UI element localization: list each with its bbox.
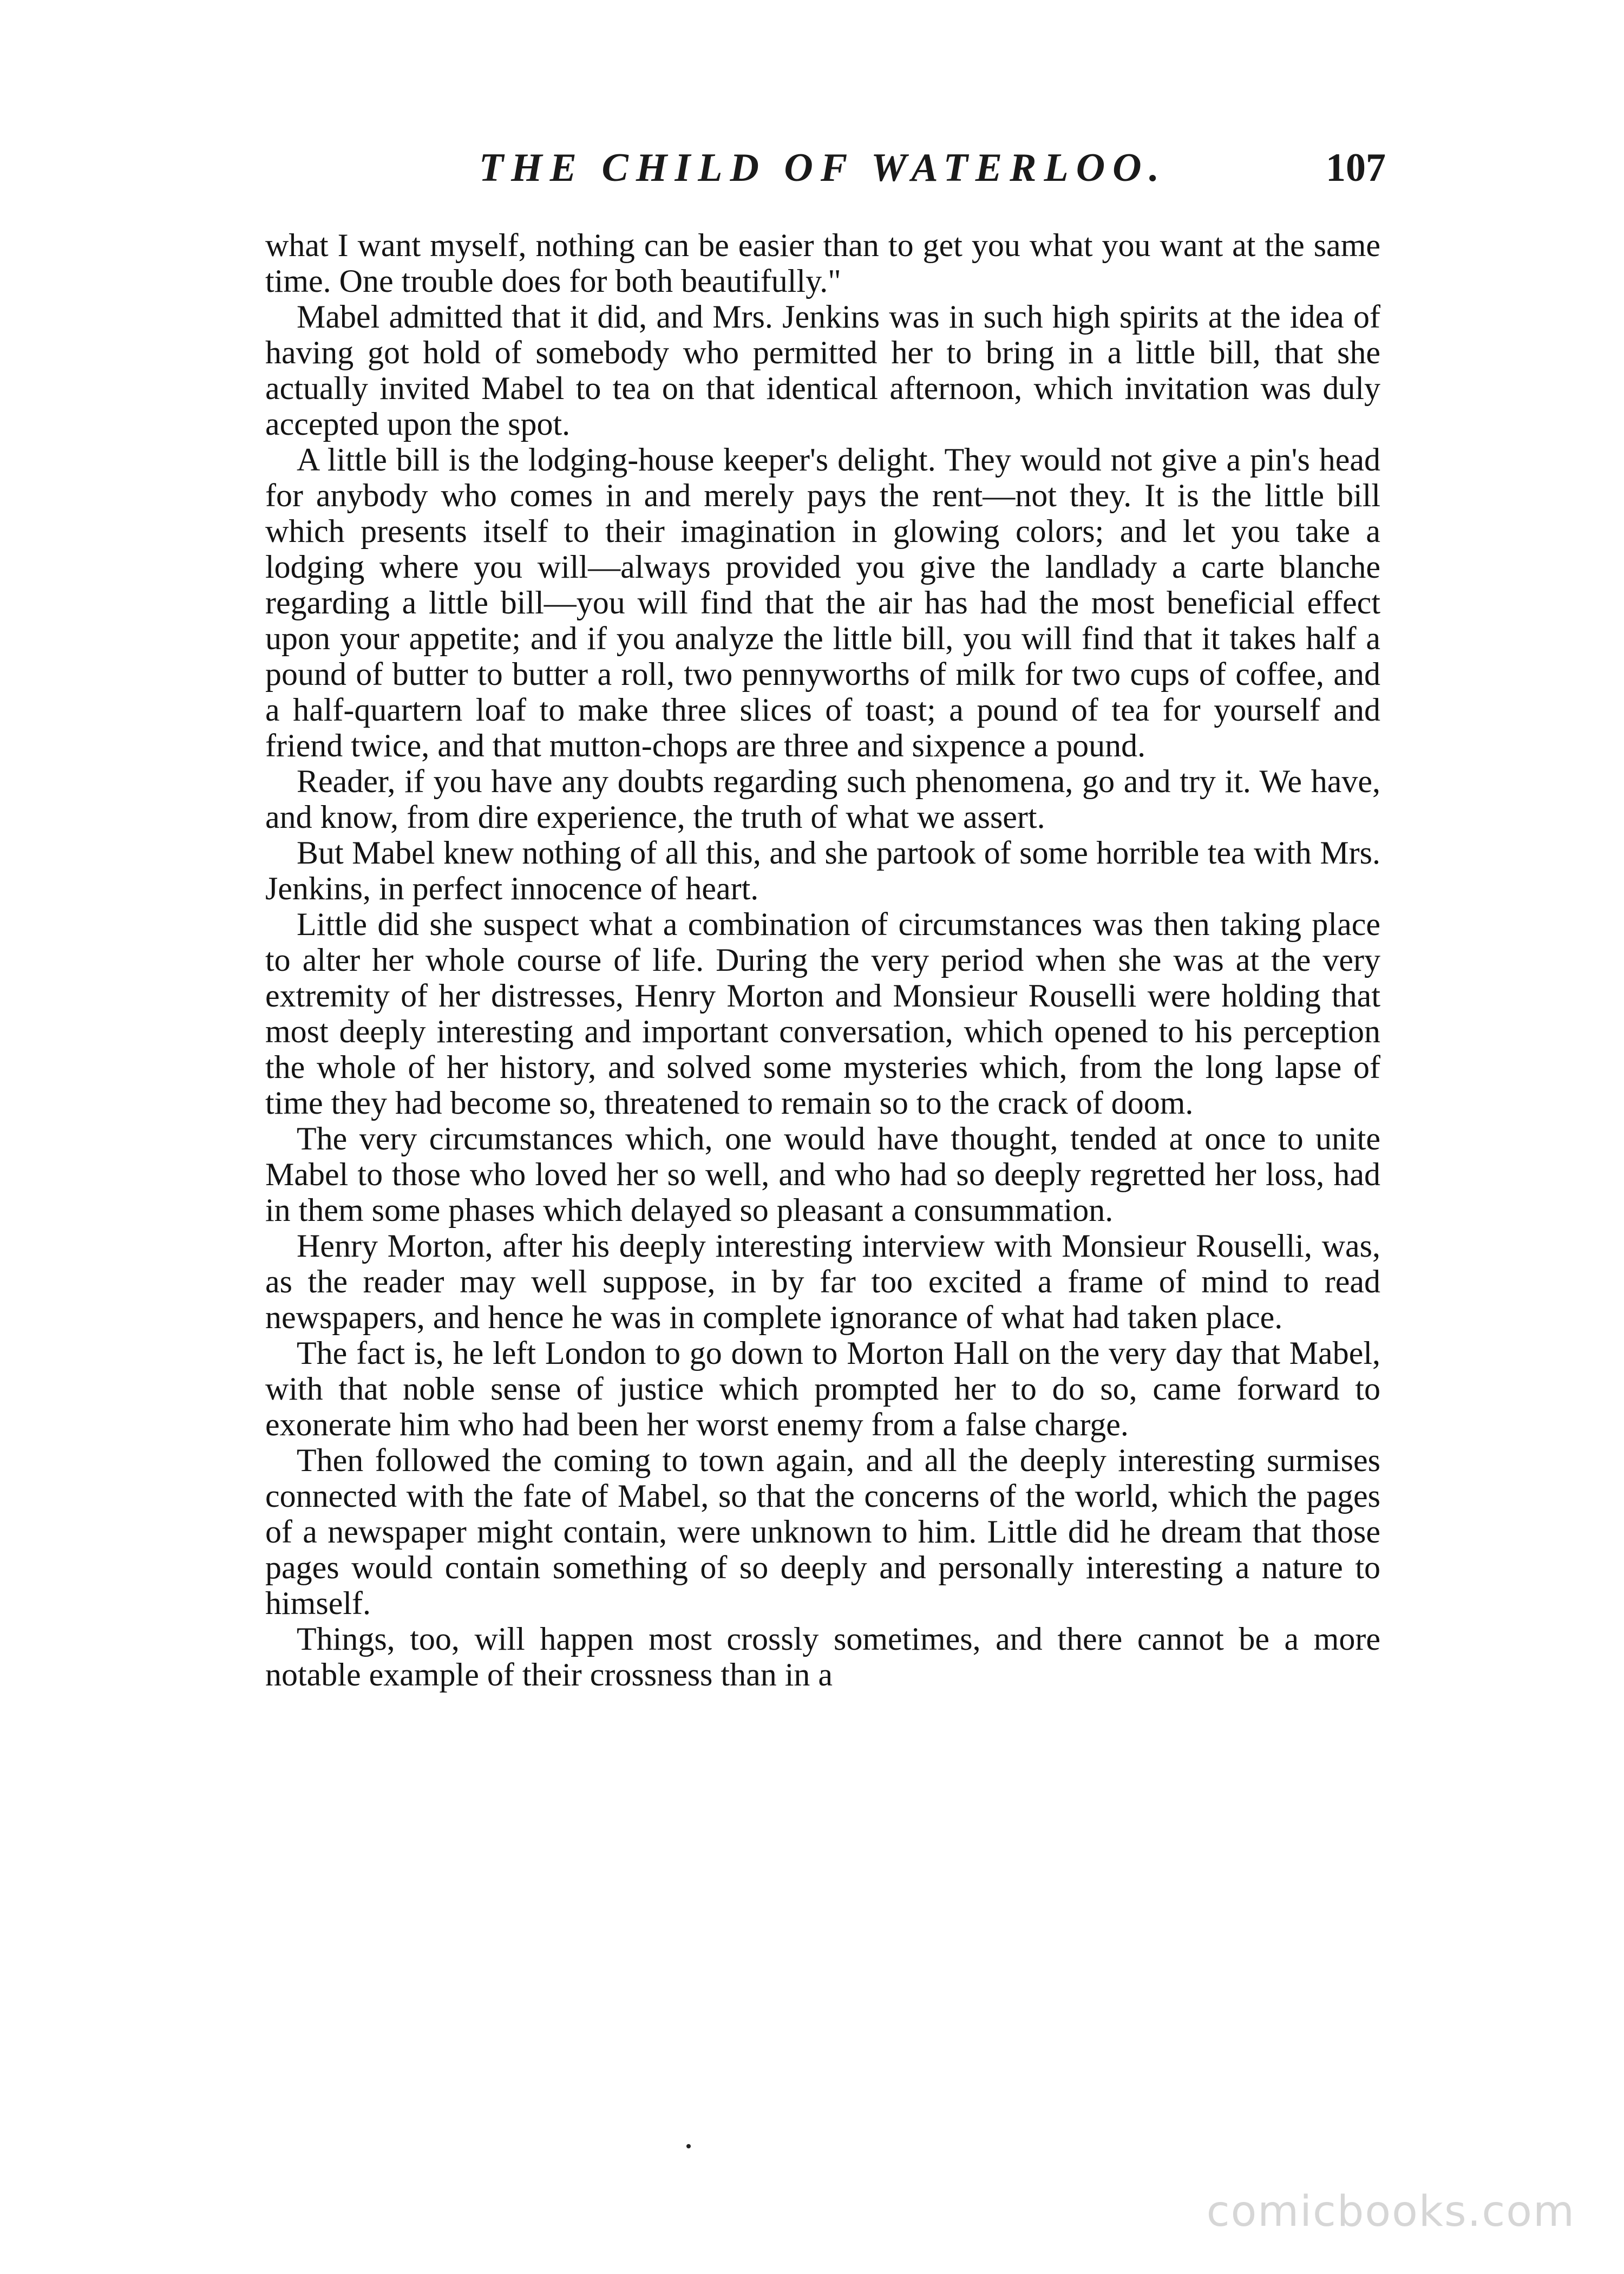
print-speck — [686, 2144, 691, 2148]
running-title: THE CHILD OF WATERLOO. — [479, 146, 1167, 190]
paragraph-6: Little did she suspect what a combination of circumstances was then taking place to alter her whole course of life. During the very period when she was at the very extremity of her distresses, Henry Morton and Monsieur Rouselli were holding that most deeply interesting and important conversation, which opened to his perception the whole of her history, and solved some mysteries which, from the long lapse of time they had become so, threatened to remain so to the crack of doom. — [265, 906, 1380, 1121]
paragraph-9: The fact is, he left London to go down to Morton Hall on the very day that Mabel, with that noble sense of justice which prompted her to do so, came forward to exonerate him who had been her worst enemy from a false charge. — [265, 1335, 1380, 1442]
page-number: 107 — [1326, 146, 1386, 190]
paragraph-2: Mabel admitted that it did, and Mrs. Jenkins was in such high spirits at the idea of having got hold of somebody who permitted her to bring in a little bill, that she actually invited Mabel to tea on that identical afternoon, which invitation was duly accepted upon the spot. — [265, 299, 1380, 442]
paragraph-1: what I want myself, nothing can be easier than to get you what you want at the same time. One trouble does for both beautifully." — [265, 227, 1380, 299]
watermark: comicbooks.com — [1206, 2187, 1575, 2236]
paragraph-7: The very circumstances which, one would have thought, tended at once to unite Mabel to those who loved her so well, and who had so deeply regretted her loss, had in them some phases which delayed so pleasant a consummation. — [265, 1121, 1380, 1228]
paragraph-8: Henry Morton, after his deeply interesting interview with Monsieur Rouselli, was, as the reader may well suppose, in by far too excited a frame of mind to read newspapers, and hence he was in complete ignorance of what had taken place. — [265, 1228, 1380, 1335]
running-header — [260, 138, 1386, 198]
paragraph-3: A little bill is the lodging-house keeper's delight. They would not give a pin's head for anybody who comes in and merely pays the rent—not they. It is the little bill which presents itself to their imagination in glowing colors; and let you take a lodging where you will—always provided you give the landlady a carte blanche regarding a little bill—you will find that the air has had the most beneficial effect upon your appetite; and if you analyze the little bill, you will find that it takes half a pound of butter to butter a roll, two pennyworths of milk for two cups of coffee, and a half-quartern loaf to make three slices of toast; a pound of tea for yourself and friend twice, and that mutton-chops are three and sixpence a pound. — [265, 442, 1380, 763]
paragraph-10: Then followed the coming to town again, and all the deeply interesting surmises connected with the fate of Mabel, so that the concerns of the world, which the pages of a newspaper might contain, were unknown to him. Little did he dream that those pages would contain something of so deeply and personally interesting a nature to himself. — [265, 1442, 1380, 1621]
paragraph-4: Reader, if you have any doubts regarding such phenomena, go and try it. We have, and know, from dire experience, the truth of what we assert. — [265, 763, 1380, 835]
body-text — [265, 227, 1380, 1693]
paragraph-5: But Mabel knew nothing of all this, and she partook of some horrible tea with Mrs. Jenkins, in perfect innocence of heart. — [265, 835, 1380, 906]
paragraph-11: Things, too, will happen most crossly sometimes, and there cannot be a more notable example of their crossness than in a — [265, 1621, 1380, 1693]
